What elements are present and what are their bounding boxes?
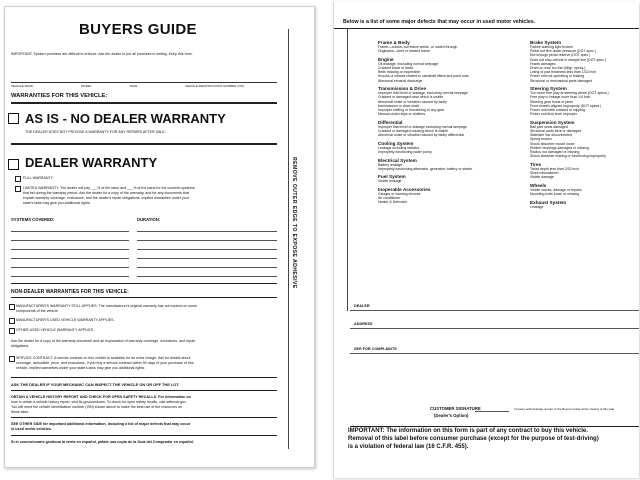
mechanic-notice: ASK THE DEALER IF YOUR MECHANIC CAN INSPECT THE VEHICLE ON OR OFF THE LOT. — [11, 382, 180, 387]
defect-category: Frame & Body — [378, 40, 410, 45]
field-vin: VEHICLE IDENTIFICATION NUMBER (VIN) — [185, 84, 244, 88]
defect-item: transmission or drive shaft — [378, 103, 419, 108]
defect-item: Dogtracks—bent or twisted frame — [378, 49, 430, 54]
defect-item: Hoses damaged — [530, 61, 556, 66]
defect-item: Gauges or warning devices — [378, 192, 421, 196]
defects-heading: Below is a list of some major defects that may occur in used motor vehicles. — [343, 19, 536, 25]
address-label: ADDRESS — [354, 322, 373, 326]
form-line[interactable] — [137, 240, 277, 241]
limited-warranty-text: that fail during the warranty period. Ask the dealer for a copy of the warranty, and for any documents that — [23, 191, 189, 195]
defect-item: Cracked or damaged housing which is visible — [378, 129, 449, 134]
defect-item: Oil leakage, excluding normal seepage — [378, 61, 439, 66]
defect-category: Transmission & Drive — [378, 86, 426, 92]
field-model: MODEL — [81, 84, 92, 88]
defect-item: Shock absorber mount loose — [530, 141, 575, 146]
defect-item: Free play in linkage more than 1/4 inch — [530, 95, 591, 100]
defect-category: Suspension System — [530, 119, 575, 125]
important-notice: IMPORTANT: Spoken promises are difficult to enforce. Ask the dealer to put all promises in writing. Keep this form. — [11, 52, 193, 56]
defect-category: Fuel System — [378, 174, 406, 180]
limited-warranty-text: state's laws may give you additional rights. — [23, 201, 91, 205]
other-used-text: OTHER USED VEHICLE WARRANTY APPLIES. — [16, 328, 95, 332]
buyers-guide-back-page — [333, 2, 639, 478]
defect-item: Abnormal noise or vibration caused by faulty differential — [378, 133, 464, 138]
defect-item: Power unit fluid level improper — [530, 112, 577, 117]
defect-item: Abnormal exhaust discharge — [378, 78, 423, 83]
divider — [11, 377, 277, 378]
limited-warranty-text: explain warranty coverage, exclusions, and the dealer's repair obligations. Implied warranties under your — [23, 196, 189, 200]
defect-item: Steering gear binds or jams — [530, 99, 573, 104]
field-vehicle-make: VEHICLE MAKE — [11, 84, 34, 88]
as-is-text: THE DEALER DOES NOT PROVIDE A WARRANTY FOR ANY REPAIRS AFTER SALE. — [25, 130, 166, 134]
divider — [11, 417, 277, 418]
defect-category: Differential — [378, 119, 403, 125]
divider — [11, 102, 277, 104]
divider — [350, 426, 639, 427]
full-warranty-checkbox[interactable] — [15, 176, 21, 182]
defect-item: Failure warning light broken — [530, 45, 573, 49]
margin-line — [347, 28, 348, 311]
form-line[interactable] — [11, 231, 129, 232]
defect-item: Leakage — [530, 204, 544, 209]
see-other-side-text: in used motor vehicles. — [11, 427, 52, 431]
defect-item: Frame—cracks, corrective welds, or rusted through — [378, 45, 458, 49]
vehicle-line — [11, 82, 277, 83]
warranties-heading: WARRANTIES FOR THIS VEHICLE: — [11, 93, 108, 99]
dealer-warranty-label: DEALER WARRANTY — [25, 155, 158, 170]
see-other-side-text: SEE OTHER SIDE for important additional information, including a list of major defects that may occur — [11, 422, 191, 426]
manufacturer-warranty-text: MANUFACTURER'S WARRANTY STILL APPLIES. The manufacturer's original warranty has not expired on some — [16, 304, 198, 308]
divider — [11, 435, 277, 436]
manufacturer-warranty-text: components of the vehicle. — [16, 309, 59, 313]
acknowledge-text: I hereby acknowledge receipt of the Buyers Guide at the closing of this sale. — [514, 407, 615, 411]
history-report-text: OBTAIN A VEHICLE HISTORY REPORT AND CHECK FOR OPEN SAFETY RECALLS. For information on — [11, 395, 191, 399]
full-warranty-label: FULL WARRANTY. — [23, 176, 54, 180]
signature-line[interactable] — [475, 411, 509, 412]
defect-item: Mounting bolts loose or missing — [530, 192, 580, 197]
defect-item: Improperly functioning water pump — [378, 150, 432, 155]
defects-column-1 — [378, 40, 528, 205]
as-is-checkbox[interactable] — [8, 113, 19, 124]
defect-item: Not enough pedal reserve (DOT spec.) — [530, 53, 591, 58]
defect-category: Inoperable Accessories — [378, 187, 431, 192]
defect-item: Manual clutch slips or chatters — [378, 112, 426, 117]
defect-item: Air conditioner — [378, 196, 401, 201]
defect-category: Cooling System — [378, 140, 414, 146]
form-line[interactable] — [11, 249, 129, 250]
form-line[interactable] — [137, 231, 277, 232]
defect-item: Improper shifting or functioning in any gear — [378, 108, 445, 113]
defect-item: Visible damage — [530, 175, 554, 180]
page-title: BUYERS GUIDE — [79, 21, 197, 38]
manufacturer-warranty-checkbox[interactable] — [9, 304, 15, 310]
footer-text: IMPORTANT: The information on this form is part of any contract to buy this vehicle. — [348, 428, 588, 434]
defect-item: Pedal not firm under pressure (DOT spec.) — [530, 49, 597, 54]
defect-item: Lining or pad thickness less than 1/32 inch — [530, 70, 596, 75]
defect-item: Abnormal noise or vibration caused by faulty — [378, 99, 447, 104]
form-line[interactable] — [11, 240, 129, 241]
history-report-text: these sites. — [11, 410, 30, 414]
defect-category: Wheels — [530, 182, 547, 188]
defect-category: Electrical System — [378, 157, 417, 163]
divider — [11, 390, 277, 391]
complaints-label: SEE FOR COMPLAINTS — [354, 347, 397, 351]
address-line[interactable] — [350, 328, 639, 329]
form-line[interactable] — [137, 276, 277, 277]
limited-warranty-text: LIMITED WARRANTY. The dealer will pay ___% of the labor and ___% of the parts for the covered systems — [23, 186, 195, 190]
other-used-checkbox[interactable] — [9, 328, 15, 334]
spanish-notice: Si el concesionario gestiona la venta en español, pídale una copia de la Guía del Comprador en español. — [11, 440, 194, 444]
manufacturer-used-checkbox[interactable] — [9, 318, 15, 324]
defect-item: Improperly functioning alternator, generator, battery or starter — [378, 166, 473, 171]
duration-label: DURATION: — [137, 217, 161, 222]
dealer-label: DEALER — [354, 304, 370, 308]
defect-category: Engine — [378, 56, 394, 62]
defect-item: Battery leakage — [378, 162, 403, 167]
defect-item: Rubber bushings damaged or missing — [530, 145, 589, 150]
defect-item: Leakage including radiator — [378, 145, 420, 150]
limited-warranty-checkbox[interactable] — [15, 186, 21, 192]
service-contract-text: SERVICE CONTRACT. A service contract on this vehicle is available for an extra charge. Ask for details about — [16, 356, 191, 360]
dealer-option-label: (Dealer's Option) — [434, 413, 469, 418]
footer-text: Removal of this label before consumer purchase (except for the purpose of test-driving) — [348, 436, 599, 442]
defect-category: Brake System — [530, 40, 562, 45]
defect-item: Visible leakage — [378, 179, 402, 184]
form-line[interactable] — [137, 258, 277, 259]
defect-item: Drum or rotor too thin (Mfgr. specs.) — [530, 66, 586, 71]
defects-column-2 — [530, 40, 638, 209]
form-line[interactable] — [137, 267, 277, 268]
defect-item: Improper fluid level or leakage, excluding normal seepage — [378, 91, 468, 96]
defect-item: Belts missing or inoperable — [378, 70, 421, 75]
defect-item: Radius rod damaged or missing — [530, 150, 580, 155]
manufacturer-used-text: MANUFACTURER'S USED VEHICLE WARRANTY APPLIES. — [16, 318, 115, 322]
defect-item: Structural parts bent or damaged — [530, 129, 582, 134]
form-line[interactable] — [11, 276, 129, 277]
non-dealer-heading: NON-DEALER WARRANTIES FOR THIS VEHICLE: — [11, 289, 129, 295]
form-line[interactable] — [137, 249, 277, 250]
defect-item: Spring broken — [530, 137, 552, 142]
field-year: YEAR — [129, 84, 138, 88]
defect-item: Power unit belts cracked or slipping — [530, 108, 586, 113]
perforation-line — [288, 29, 289, 449]
defect-item: Power unit not operating or leaking — [530, 74, 585, 79]
ask-dealer-text: Ask the dealer for a copy of the warranty document and an explanation of warranty coverage, exclusions, and repair — [11, 339, 196, 343]
ask-dealer-text: obligations. — [11, 344, 30, 348]
defect-item: Sizes mismatched — [530, 171, 559, 176]
divider — [11, 283, 277, 284]
defect-item: Heater & Defroster — [378, 200, 408, 205]
defect-item: Knocks or misses related to camshaft lifters and push rods — [378, 74, 469, 79]
footer-text: is a violation of federal law (16 C.F.R. 455). — [348, 444, 469, 450]
divider — [334, 28, 639, 29]
defect-category: Steering System — [530, 86, 567, 92]
defect-item: Structural or mechanical parts damaged — [530, 78, 593, 83]
customer-signature-label: CUSTOMER SIGNATURE — [430, 406, 481, 411]
remove-edge-label: REMOVE OUTER EDGE TO EXPOSE ADHESIVE — [291, 157, 297, 289]
defect-item: Does not stop vehicle in straight line (DOT spec.) — [530, 57, 606, 62]
service-contract-text: vehicle, implied warranties under your state's laws may give you additional rights. — [16, 366, 146, 370]
history-report-text: how to obtain a vehicle history report, visit ftc.gov/usedcars. To check for open safety recalls, visit safercar.gov. — [11, 400, 187, 404]
defect-item: Improper fluid level or leakage excluding normal seepage — [378, 124, 467, 129]
divider — [11, 143, 277, 145]
defect-item: Visible cracks, damage or repairs — [530, 187, 582, 192]
history-report-text: You will need the vehicle identification number (VIN) shown above to make the best use of the resources on — [11, 405, 183, 409]
systems-covered-label: SYSTEMS COVERED: — [11, 217, 55, 222]
dealer-warranty-checkbox[interactable] — [8, 159, 19, 170]
defect-category: Exhaust System — [530, 199, 567, 205]
defect-item: Front wheels aligned improperly (DOT specs.) — [530, 103, 602, 108]
defect-item: Cracked or damaged case which is visible — [378, 95, 444, 100]
defect-item: Ball joint seals damaged — [530, 124, 568, 129]
form-line[interactable] — [11, 267, 129, 268]
defect-item: Cracked block or head — [378, 66, 414, 70]
defect-category: Tires — [530, 161, 542, 167]
defect-item: Shock absorber leaking or functioning improperly — [530, 154, 606, 159]
form-line[interactable] — [11, 258, 129, 259]
as-is-label: AS IS - NO DEALER WARRANTY — [25, 111, 226, 126]
buyers-guide-front-page — [4, 6, 315, 468]
divider — [11, 297, 277, 298]
defect-item: Too much free play at steering wheel (DOT specs.) — [530, 91, 609, 96]
service-contract-checkbox[interactable] — [9, 356, 15, 362]
service-contract-text: coverage, deductible, price, and exclusions. If you buy a service contract within 90 days of your purchase of this — [16, 361, 194, 365]
defect-item: Stabilizer bar disconnected — [530, 133, 573, 138]
complaints-line[interactable] — [350, 353, 639, 354]
defect-item: Tread depth less than 2/32 inch — [530, 166, 579, 171]
dealer-line[interactable] — [350, 310, 639, 311]
